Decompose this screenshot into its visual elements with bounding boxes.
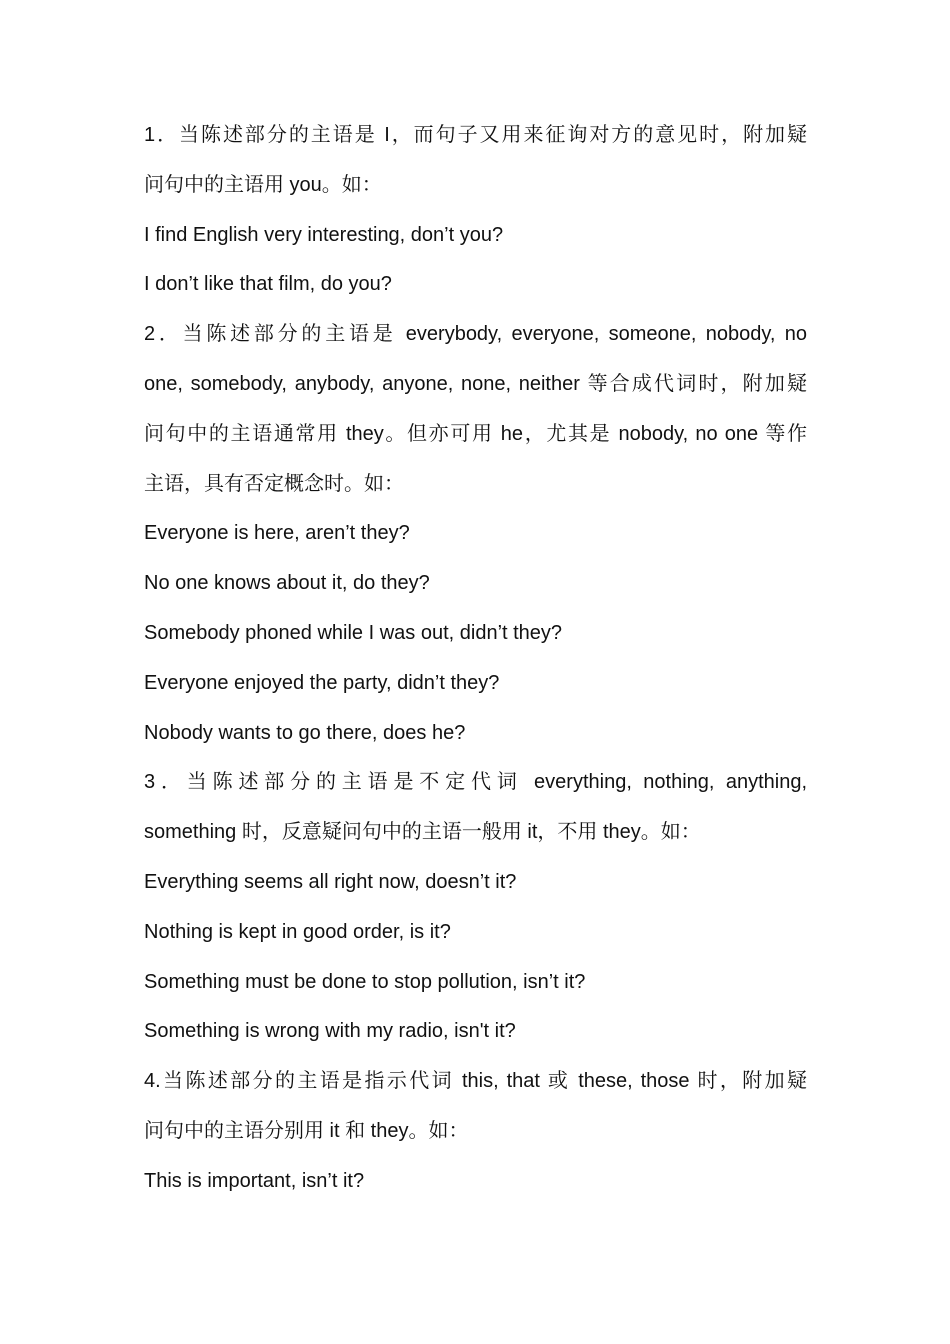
text-line: 2．当陈述部分的主语是 everybody, everyone, someone, nobody, no: [144, 323, 807, 346]
example-sentence: Nobody wants to go there, does he?: [144, 721, 466, 744]
example-sentence: No one knows about it, do they?: [144, 572, 430, 595]
document-body: [144, 111, 807, 1207]
text-line: 3．当陈述部分的主语是不定代词 everything, nothing, anything,: [144, 771, 807, 794]
example-sentence: Everyone enjoyed the party, didn’t they?: [144, 671, 500, 694]
example-sentence: Everyone is here, aren’t they?: [144, 522, 410, 545]
example-sentence: This is important, isn’t it?: [144, 1169, 365, 1192]
text-line: 4.当陈述部分的主语是指示代词 this, that 或 these, those 时，附加疑: [144, 1070, 807, 1093]
text-line: 1．当陈述部分的主语是 I，而句子又用来征询对方的意见时，附加疑: [144, 124, 807, 146]
example-sentence: Something is wrong with my radio, isn't it?: [144, 1020, 516, 1043]
example-sentence: Somebody phoned while I was out, didn’t they?: [144, 621, 563, 644]
example-sentence: Something must be done to stop pollution, isn’t it?: [144, 970, 586, 993]
text-line: one, somebody, anybody, anyone, none, neither 等合成代词时，附加疑: [144, 372, 807, 395]
text-line: 问句中的主语用 you。如：: [144, 173, 382, 196]
example-sentence: I find English very interesting, don’t you?: [144, 223, 504, 246]
text-line: 主语，具有否定概念时。如：: [144, 472, 404, 495]
text-line: 问句中的主语分别用 it 和 they。如：: [144, 1119, 469, 1142]
example-sentence: Nothing is kept in good order, is it?: [144, 920, 451, 943]
text-line: something 时，反意疑问句中的主语一般用 it，不用 they。如：: [144, 821, 701, 844]
example-sentence: Everything seems all right now, doesn’t it?: [144, 870, 517, 893]
example-sentence: I don’t like that film, do you?: [144, 273, 392, 296]
text-line: 问句中的主语通常用 they。但亦可用 he，尤其是 nobody, no one 等作: [144, 422, 807, 445]
